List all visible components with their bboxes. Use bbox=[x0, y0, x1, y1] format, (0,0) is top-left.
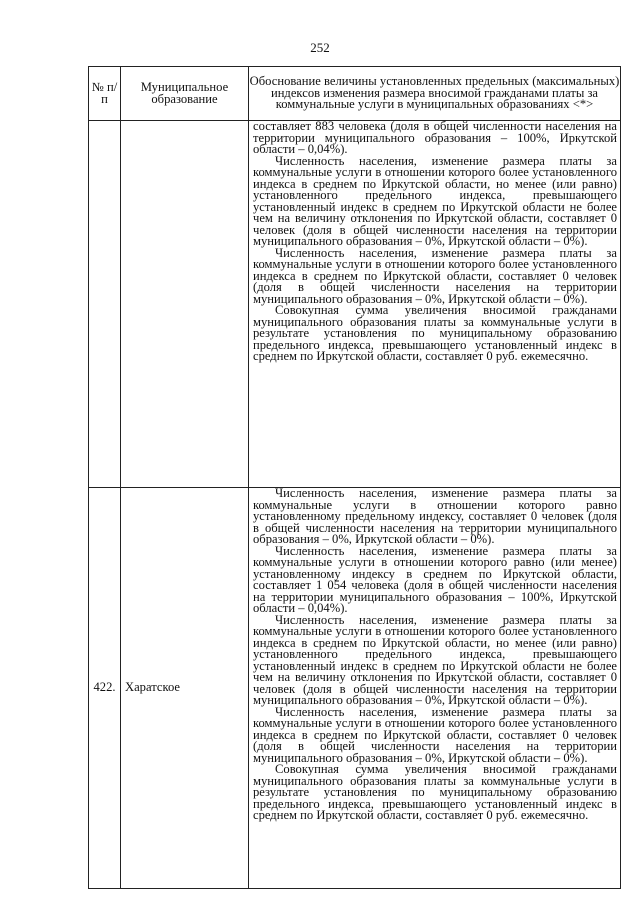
row-number bbox=[89, 121, 121, 488]
header-number: № п/п bbox=[89, 67, 121, 121]
row-municipality bbox=[121, 121, 249, 488]
header-municipality: Муниципальное образование bbox=[121, 67, 249, 121]
table-row bbox=[89, 488, 621, 889]
row-number: 422. bbox=[89, 488, 121, 889]
justification-paragraph: Численность населения, изменение размера платы за коммунальные услуги в отношении которого равно (или менее) установленному индексу в среднем по Иркутской области, составляет 1 054 человека (доля в общей численности населения на территории муниципального образования – 100%, Иркутской области – 0,04%). bbox=[253, 543, 617, 615]
row-justification bbox=[249, 121, 621, 488]
justification-paragraph: Численность населения, изменение размера платы за коммунальные услуги в отношении которого более установленного индекса в среднем по Иркутской области, но менее (или равно) установленного предельного индекса, превышающего установленный индекс в среднем по Иркутской области не более чем на величину отклонения по Иркутской области, составляет 0 человек (доля в общей численности населения на территории муниципального образования – 0%, Иркутской области – 0%). bbox=[253, 153, 617, 248]
justification-paragraph: Численность населения, изменение размера платы за коммунальные услуги в отношении которого более установленного индекса в среднем по Иркутской области, но менее (или равно) установленного предельного индекса, превышающего установленный индекс в среднем по Иркутской области не более чем на величину отклонения по Иркутской области, составляет 0 человек (доля в общей численности населения на территории муниципального образования – 0%, Иркутской области – 0%). bbox=[253, 612, 617, 707]
justification-paragraph: составляет 883 человека (доля в общей численности населения на территории муниципального образования – 100%, Иркутской области – 0,04%). bbox=[253, 119, 617, 156]
municipal-index-table bbox=[88, 66, 621, 889]
justification-paragraph: Численность населения, изменение размера платы за коммунальные услуги в отношении которого равно установленному предельному индексу, составляет 0 человек (доля в общей численности населения на территории муниципального образования – 0%, Иркутской области – 0%). bbox=[253, 486, 617, 546]
justification-paragraph: Численность населения, изменение размера платы за коммунальные услуги в отношении которого более установленного индекса в среднем по Иркутской области, составляет 0 человек (доля в общей численности населения на территории муниципального образования – 0%, Иркутской области – 0%). bbox=[253, 704, 617, 765]
header-justification: Обоснование величины установленных предельных (максимальных) индексов изменения размера вносимой гражданами платы за коммунальные услуги в муниципальных образованиях <*> bbox=[249, 67, 621, 121]
row-justification bbox=[249, 488, 621, 889]
table-header-row bbox=[89, 67, 621, 121]
row-municipality: Харатское bbox=[121, 488, 249, 889]
page-number: 252 bbox=[310, 40, 330, 55]
justification-paragraph: Совокупная сумма увеличения вносимой гражданами муниципального образования платы за коммунальные услуги в результате установления по муниципальному образованию предельного индекса, превышающего установленный индекс в среднем по Иркутской области, составляет 0 руб. ежемесячно. bbox=[253, 303, 617, 363]
table-row bbox=[89, 121, 621, 488]
justification-paragraph: Совокупная сумма увеличения вносимой гражданами муниципального образования платы за коммунальные услуги в результате установления по муниципальному образованию предельного индекса, превышающего установленный индекс в среднем по Иркутской области, составляет 0 руб. ежемесячно. bbox=[253, 762, 617, 822]
justification-paragraph: Численность населения, изменение размера платы за коммунальные услуги в отношении которого более установленного индекса в среднем по Иркутской области, составляет 0 человек (доля в общей численности населения на территории муниципального образования – 0%, Иркутской области – 0%). bbox=[253, 245, 617, 306]
